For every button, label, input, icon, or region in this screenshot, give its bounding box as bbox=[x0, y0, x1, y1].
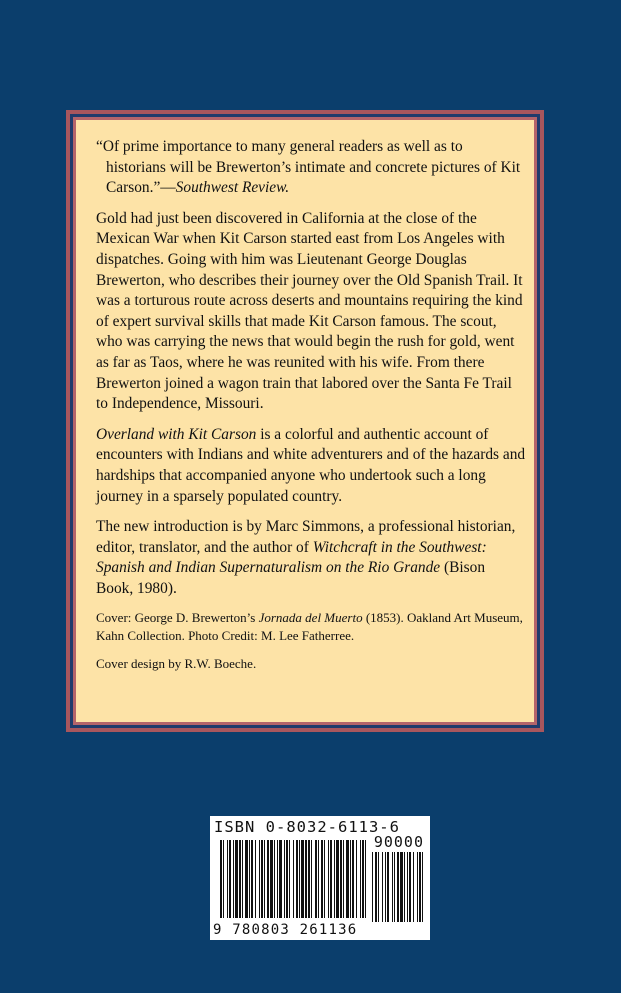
barcode-bar bbox=[365, 840, 366, 918]
barcode-addon-bar bbox=[372, 852, 373, 922]
introduction-paragraph bbox=[96, 517, 526, 599]
barcode-addon-bar bbox=[407, 852, 408, 922]
barcode-bar bbox=[350, 840, 351, 918]
cover-credit-tail: (1853). Oakland Art Museum, Kahn Collection. Photo Credit: M. Lee Fatherree. bbox=[96, 610, 523, 644]
barcode-bar bbox=[346, 840, 349, 918]
barcode-bar bbox=[235, 840, 238, 918]
barcode-bar bbox=[239, 840, 241, 918]
intro-book-title: Witchcraft in the Southwest: Spanish and Indian Supernaturalism on the Rio Grande bbox=[96, 538, 487, 577]
barcode-addon-bar bbox=[409, 852, 411, 922]
barcode-addon-bar bbox=[413, 852, 414, 922]
barcode-bar bbox=[301, 840, 304, 918]
cover-credit-lead: Cover: George D. Brewerton’s bbox=[96, 610, 259, 626]
barcode-bar bbox=[270, 840, 273, 918]
barcode-bar bbox=[245, 840, 248, 918]
barcode-bar bbox=[227, 840, 228, 918]
barcode-bar bbox=[233, 840, 234, 918]
barcode-bar bbox=[220, 840, 222, 918]
barcode-addon-bar bbox=[394, 852, 395, 922]
ean-digits: 9 780803 261136 bbox=[213, 922, 358, 938]
barcode-bar bbox=[274, 840, 275, 918]
barcode-bar bbox=[286, 840, 288, 918]
barcode-bar bbox=[315, 840, 317, 918]
barcode-addon-bar bbox=[417, 852, 418, 922]
price-code: 90000 bbox=[373, 833, 424, 851]
barcode-bar bbox=[311, 840, 312, 918]
barcode-bar bbox=[343, 840, 344, 918]
barcode-addon-bar bbox=[378, 852, 379, 922]
barcode-bar bbox=[242, 840, 243, 918]
barcode-bar bbox=[328, 840, 329, 918]
barcode-bar bbox=[340, 840, 342, 918]
barcode-bar bbox=[267, 840, 269, 918]
barcode-bar bbox=[284, 840, 285, 918]
barcode-bar bbox=[362, 840, 364, 918]
barcode-bar bbox=[261, 840, 263, 918]
book-title: Overland with Kit Carson bbox=[96, 425, 257, 443]
blurb-frame-rose-border bbox=[73, 117, 537, 725]
blurb-frame-inner-border bbox=[70, 114, 540, 728]
barcode-bar bbox=[279, 840, 282, 918]
blurb-text bbox=[96, 137, 526, 683]
intro-tail: (Bison Book, 1980). bbox=[96, 559, 486, 597]
barcode-bar bbox=[249, 840, 250, 918]
barcode-bar bbox=[308, 840, 310, 918]
barcode-bar bbox=[289, 840, 290, 918]
barcode-bar bbox=[223, 840, 224, 918]
cover-credit bbox=[96, 609, 526, 645]
barcode-bar bbox=[318, 840, 319, 918]
barcode-bar bbox=[352, 840, 354, 918]
barcode-bar bbox=[293, 840, 294, 918]
barcode-bar bbox=[259, 840, 260, 918]
barcode-addon-bar bbox=[385, 852, 386, 922]
book-summary-paragraph bbox=[96, 425, 526, 507]
barcode-addon-bar bbox=[422, 852, 423, 922]
barcode-bar bbox=[296, 840, 298, 918]
barcode-addon-bar bbox=[419, 852, 421, 922]
barcode-bar bbox=[299, 840, 300, 918]
barcode-bar bbox=[360, 840, 361, 918]
quote-text: “Of prime importance to many general readers as well as to historians will be Brewerton’s intimate and concrete pictures of Kit Carson.”— bbox=[96, 138, 521, 197]
barcode-addon-bar bbox=[400, 852, 403, 922]
isbn-barcode bbox=[210, 816, 430, 940]
barcode-bar bbox=[356, 840, 357, 918]
description-paragraph: Gold had just been discovered in California at the close of the Mexican War when Kit Carson started east from Los Angeles with dispatches. Going with him was Lieutenant George Douglas Brewerton, who describes their journey over the Old Spanish Trail. It was a torturous route across deserts and mountains requiring the kind of expert survival skills that made Kit Carson famous. The scout, who was carrying the news that would begin the rush for gold, went as far as Taos, where he was reunited with his wife. From there Brewerton joined a wagon train that labored over the Santa Fe Trail to Independence, Missouri. bbox=[96, 209, 523, 413]
barcode-bar bbox=[264, 840, 265, 918]
design-credit: Cover design by R.W. Boeche. bbox=[96, 656, 257, 672]
barcode-bar bbox=[321, 840, 323, 918]
barcode-bar bbox=[251, 840, 253, 918]
barcode-bar bbox=[229, 840, 231, 918]
intro-lead: The new introduction is by Marc Simmons, a professional historian, editor, translator, and the author of bbox=[96, 518, 516, 556]
barcode-addon-bar bbox=[404, 852, 405, 922]
barcode-bar bbox=[336, 840, 339, 918]
barcode-bar bbox=[330, 840, 332, 918]
quote-source: Southwest Review. bbox=[175, 179, 290, 197]
barcode-bar bbox=[334, 840, 335, 918]
blurb-panel bbox=[76, 120, 534, 722]
isbn-number: ISBN 0-8032-6113-6 bbox=[214, 818, 400, 836]
barcode-addon-bar bbox=[387, 852, 389, 922]
barcode-bar bbox=[324, 840, 325, 918]
barcode-bar bbox=[277, 840, 278, 918]
barcode-bar bbox=[255, 840, 256, 918]
barcode-addon-bar bbox=[375, 852, 377, 922]
painting-title: Jornada del Muerto bbox=[258, 610, 363, 626]
blurb-frame bbox=[66, 110, 544, 732]
barcode-addon-bar bbox=[397, 852, 399, 922]
review-quote bbox=[96, 137, 526, 199]
barcode-addon-bar bbox=[392, 852, 393, 922]
barcode-bar bbox=[305, 840, 307, 918]
barcode-addon-bar bbox=[382, 852, 383, 922]
summary-text: is a colorful and authentic account of encounters with Indians and white adventurers and of the hazards and hardships that accompanied anyone who undertook such a long journey in a sparsely populated country. bbox=[96, 425, 526, 505]
